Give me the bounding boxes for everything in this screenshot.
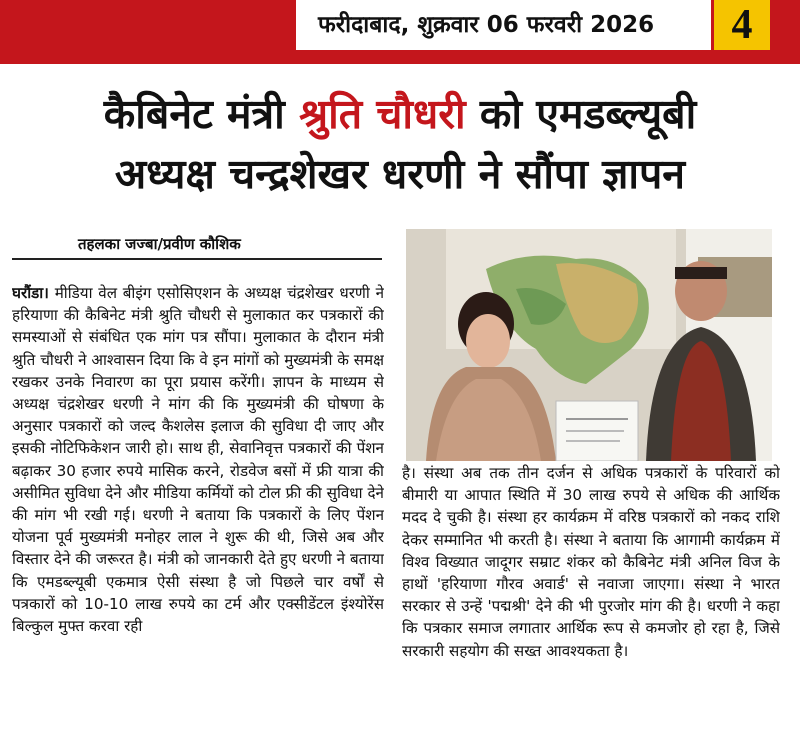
headline-line-2: अध्यक्ष चन्द्रशेखर धरणी ने सौंपा ज्ञापन [114, 150, 686, 198]
edition-dateline: फरीदाबाद, शुक्रवार 06 फरवरी 2026 [296, 0, 711, 50]
article-column-2 [402, 462, 780, 748]
photo-illustration [406, 229, 772, 461]
headline-text: कैबिनेट मंत्री [103, 90, 285, 138]
article-column-1 [12, 282, 384, 748]
headline [0, 84, 800, 204]
article-body-text: मीडिया वेल बीइंग एसोसिएशन के अध्यक्ष चंद्रशेखर धरणी ने हरियाणा की कैबिनेट मंत्री श्रुति चौधरी से मुलाकात कर पत्रकारों की समस्याओं से संबंधित एक मांग पत्र सौंपा। मुलाकात के दौरान मंत्री श्रुति चौधरी ने आश्वासन दिया कि वे इन मांगों को मुख्यमंत्री के समक्ष रखकर उनके निवारण का पूरा प्रयास करेंगी। ज्ञापन के माध्यम से अध्यक्ष चंद्रशेखर धरणी ने मांग की कि मुख्यमंत्री की घोषणा के अनुसार पत्रकारों को जल्द कैशलेस इलाज की सुविधा दी जाए और इसकी नोटिफिकेशन जारी हो। साथ ही, सेवानिवृत्त पत्रकारों की पेंशन बढ़ाकर 30 हजार रुपये मासिक करने, रोडवेज बसों में फ्री यात्रा की असीमित सुविधा देने और मीडिया कर्मियों को टोल फ्री की सुविधा देने की मांग भी रखी गई। धरणी ने बताया कि पत्रकारों के लिए पेंशन योजना पूर्व मुख्यमंत्री मनोहर लाल ने शुरू की थी, जिसे अब और विस्तार देने की जरूरत है। मंत्री को जानकारी देते हुए धरणी ने बताया कि एमडब्ल्यूबी एकमात्र ऐसी संस्था है जो पिछले चार वर्षों से पत्रकारों को 10-10 लाख रुपये का टर्म और एक्सीडेंटल इंश्योरेंस बिल्कुल मुफ्त करवा रही [12, 284, 384, 636]
headline-line-1 [0, 84, 800, 144]
page-number: 4 [714, 0, 770, 50]
byline-divider [12, 258, 382, 260]
byline: तहलका जज्बा/प्रवीण कौशिक [78, 235, 241, 253]
headline-text: को एमडब्ल्यूबी [479, 90, 697, 138]
headline-highlight-name: श्रुति चौधरी [299, 90, 466, 138]
article-body-text: है। संस्था अब तक तीन दर्जन से अधिक पत्रकारों के परिवारों को बीमारी या आपात स्थिति में 30 लाख रुपये से अधिक की आर्थिक मदद दे चुकी है। संस्था हर कार्यक्रम में वरिष्ठ पत्रकारों को नकद राशि देकर सम्मानित भी करती है। संस्था ने बताया कि आगामी कार्यक्रम में विश्व विख्यात जादूगर सम्राट शंकर को कैबिनेट मंत्री अनिल विज के हाथों 'हरियाणा गौरव अवार्ड' से नवाजा जाएगा। संस्था ने भारत सरकार से उन्हें 'पद्मश्री' देने की भी पुरजोर मांग की है। धरणी ने कहा कि पत्रकार समाज लगातार आर्थिक रूप से कमजोर हो रहा है, जिसे सरकारी सहयोग की सख्त आवश्यकता है। [402, 464, 780, 660]
article-dateline-place: घरौंडा। [12, 284, 49, 302]
news-photo [406, 229, 772, 461]
